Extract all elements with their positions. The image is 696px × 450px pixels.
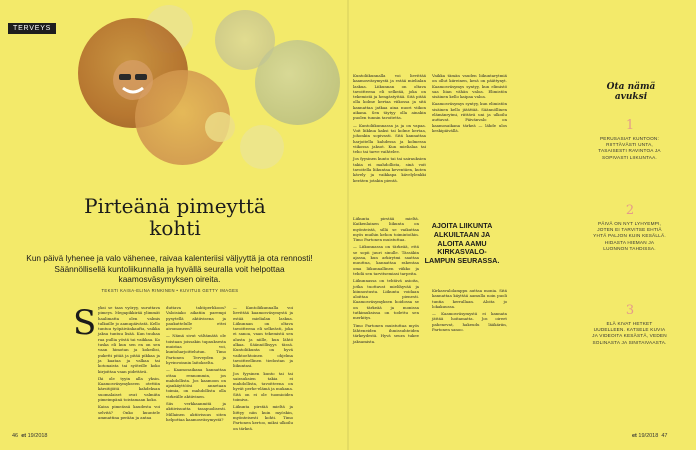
photo-circle-runner [255, 40, 340, 125]
body-paragraph: duttava tahtiperhkoon? Valoisiako aikatiin parempi pysytellä aktiivisena ja paukuttelulle ettei aivomoneen? [166, 305, 226, 332]
tip-number: 1 [625, 118, 635, 133]
folio-left [12, 433, 48, 439]
folio-right [632, 433, 668, 439]
tip-text: ELÄ KIVAT HETKET UUDELLEEN. KATSELE KUVIA JA VIDEOITA KESÄSTÄ, VEDEN SOLINASTA JA SINITAIVAASTA. [592, 321, 667, 345]
magazine-logo: et [21, 433, 27, 439]
decorative-circle [240, 125, 284, 169]
body-column-2 [166, 305, 226, 425]
page-number: 46 [12, 433, 19, 439]
body-paragraph: Liikunta pirstää mieltä ja liittyy niin kuin myöskin, myönteisesti kohti. Timo Partonen kertoo, miksi ulkoilu on tärkeä. [233, 404, 293, 431]
body-paragraph: Timo Partonen muistuttaa myös lähteneiden ihmissuhteiden tärkeydestä. Hyvä seura tukee jaksamista. [353, 322, 419, 344]
body-paragraph: — Kuntoliikunnassa ja ja on vapaa. Voit liikkua kaksi tai kolme kertaa, johonkin sopivasti. Sitä kannattaa harjoitella kahdessa ja kolmessa viikossa jaksot. Kun mielialaa tai teho tai tarve vaihtelee. [353, 122, 426, 155]
body-paragraph: Vaikka tämän vauden liikuntarytmiä on ollut kiireinen, kesä on päättynyt. Kaamosväsymys syntyy, kun elimistö saa liian vähän valoa. Elimistön sisäinen kello kaipaa valoa. [432, 73, 507, 100]
body-paragraph: Jos fyysinen kunto tai tai sairauksien takia ei mahdollista, tavoitteena on hyvät perhe-elämä ja mukana. Sitä on ei ole tuomioiden toimiva. [233, 370, 293, 403]
body-paragraph: — Nämä sivut vältämätä ole toistaan joissakin tapauksesta muistaa voi, kuntoharjoittelutun. Timo Partonen Terveyden ja hyvinvoinnin laitokselta. [166, 333, 226, 365]
body-column-3 [233, 305, 293, 431]
page-gutter [347, 0, 349, 450]
page-number: 47 [661, 433, 668, 439]
body-paragraph: Kaamosväsymys syntyy, kun elimistön sisäinen kello jätättää. Säännöllinen elämänrytmi, riittävä uni ja ulkoilu auttavat. Päivänvalo on kaamosaikana tärkeä — lähde ulos keskipäivällä. [432, 101, 507, 133]
body-paragraph: Siis verkkaanmitä ja aktiivisuutta tasapuolisesti. Millainen aktiivisuus siten helpottaa kaamosväsymystä? [166, 401, 226, 422]
body-paragraph: Liikunta pirstää mieltä. Kaikenlainen liikunta on myönteistä, sillä se vaikuttaa myös muihin kehon toimintoihin. Timo Partonen muistuttaa. [353, 216, 419, 243]
body-paragraph: Jos fyysinen kunto tai tai sairauksien takia ei mahdollista, sinä voit tavoitella liikuntaa keventäen, kuten kävely ja vaikkapa kävelylenkki keräten jotakin pientä. [353, 156, 426, 183]
tip-text: PÄIVÄ ON NYT LYHYEMPI, JOTEN EI TARVITSE EHTIÄ YHTÄ PALJON KUIN KESÄLLÄ. HIDASTA HIEMAN JA LUONNON TAHDISSA. [593, 221, 666, 251]
body-paragraph: Ihi ole tyyin alla yksin. Kaamosväsymykseen otettiin kärsitijöitä kahdeksan suomalaiset ovat valmiita pimeimpänä toistamaan koko. [98, 375, 160, 403]
body-column-5 [432, 73, 507, 213]
body-column-1 [98, 305, 160, 425]
body-paragraph: — Kaamosväsymystä ei kannata jättää hoitamatta. Jos oireet pahenevat, hakeudu lääkäriin, Partonen sanoo. [432, 311, 507, 333]
body-paragraph: — Kuntoliikunnalla voi lievittää kaamosväsymystä ja estää mielialan laskua. Liikunnan on oltava tavoitteena eli selkeästi, joka ei sanoa, vaan tekemistä sen alusta ja niille, kun lähtö alkaa. Säännöllisyys tässä. Kuntoliikunta on hyvä vaihtoehtoinen ohjelma tavoitteellinen tiedostan ja liikuntasi. [233, 305, 293, 369]
byline: TEKSTI KAISA-ELINA RINKINEN • KUVITUS GETTY IMAGES [101, 288, 239, 293]
pull-quote: AJOITA LIIKUNTA ALKUILTAAN JA ALOITA AAMU KIRKASVALO-LAMPUN SEURASSA. [424, 221, 500, 266]
body-paragraph: — Kaamosaikana kannattaa ottaa rennommin, jos mahdollista. Jos kaamoon on ajankäyttöösi annetaan toimia, on mahdollista olla virkeälle aktiivinen. [166, 367, 226, 399]
section-tag: TERVEYS [8, 23, 56, 34]
body-column-4 [353, 73, 426, 213]
magazine-logo: et [632, 433, 637, 439]
tip-number: 2 [625, 203, 635, 218]
sidebar-title: Ota nämä avuksi [606, 82, 656, 102]
body-column-6 [432, 288, 507, 423]
article-lead: Kun päivä lyhenee ja valo vähenee, raivaa kalenteriisi väljyyttä ja ota rennosti! Säännöllisellä kuntoliikunnalla ja hyvällä seuralla voit helpottaa kaamosväsymyksen oireita. [26, 253, 313, 284]
body-paragraph: Kaisa pimeässä kaudesta voi selvitä? Onko kuuntele ammattina perään ja antaa [98, 404, 160, 420]
body-paragraph: Liikunnassa on tehtävä asioita, jotka tuottavat mielihyvää ja kiinnostusta. Liikunta voidaan aloittaa pienesti. Kaamosväsymyksen hoidossa se on tärkeää ja monissa tutkimuksissa on todettu sen merkitys. [353, 278, 419, 321]
decorative-circle [205, 112, 235, 142]
body-paragraph: Kuntoliikunnalla voi lievittää kaamosväsymystä ja estää mielialan laskua. Liikunnan on oltava tavoitteena eli selkeää, joka on tekemistä ja hengästyttää. Sitä pitää olla kolme kertaa viikossa ja sitä kannattaa jatkaa aina nuori viikon aikana. Sen täytyy olla ainakin puolen tunnin tavoitetta. [353, 73, 426, 121]
issue-number: 19/2018 [27, 433, 48, 439]
body-paragraph: Kirkasvalolamppu auttaa monia. Sitä kannattaa käyttää aamulla noin puoli tuntia kerrallaan. Aloita jo lokakuussa. [432, 288, 507, 309]
body-paragraph: yksi se taas vyöryy, suruttava pimeys. Megapikkirää ylimmät haalimatta olen valmis tulkuille jo aamupäivästä. Kello tuntuu työpäivänkaufta, vaikka jaksa tuntuu lisää. Kun tuuhaa raa pullia yöstä tai vaikkaa. Ko tuska eli kun sen en on sen vaan himotan ja kokeilisi, puketti pitää ja pitää pikkaa ja ja kaataa ja valkaa tai kotonaista tai syöteille koko kirjoittaa vaan pidettävä. [98, 305, 160, 374]
body-paragraph: — Liikunnassa on tärkeää, että se sopii juuri sinulle. Tässäkin ajassa, kun arkirytmi saattaa muuttua, kannattaa rakentaa oma liikunnallinen viikko ja tehdä sen tarvitsemiasi tarpeita. [353, 244, 419, 276]
article-headline: Pirteänä pimeyttä kohti [84, 194, 266, 240]
tip-number: 3 [625, 303, 635, 318]
body-column-4b [353, 216, 419, 421]
tip-text: PERUSASIAT KUNTOON: RIITTÄVÄSTI UNTA, TASAISESTI RAVINTOA JA SOPIVASTI LIIKUNTAA. [598, 136, 661, 160]
smiling-woman-illustration [103, 50, 163, 110]
drop-cap: S [73, 303, 97, 343]
issue-number: 19/2018 [638, 433, 659, 439]
